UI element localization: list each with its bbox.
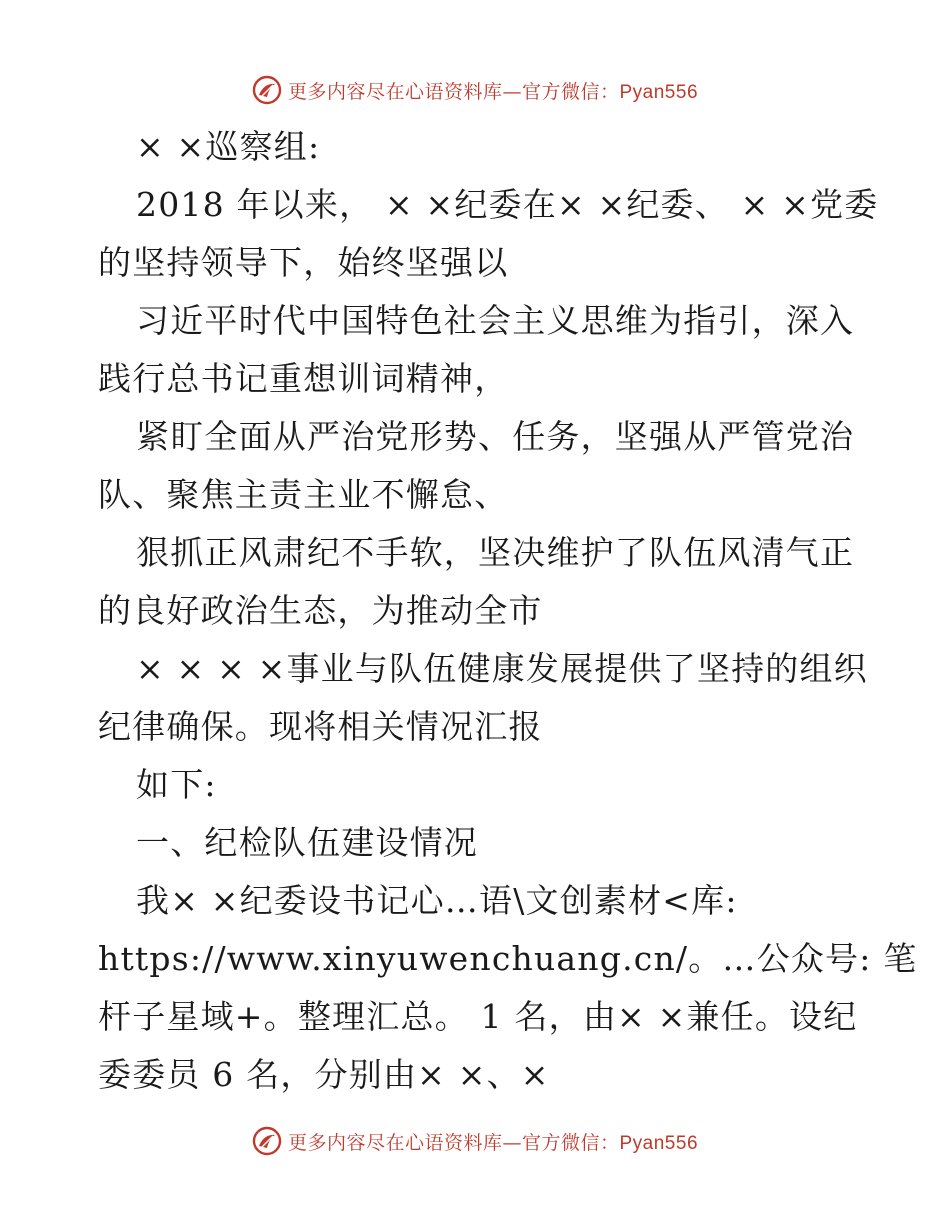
doc-line: 队、聚焦主责主业不懈怠、 (98, 475, 509, 514)
header-banner-text (288, 77, 698, 104)
doc-line: 的坚持领导下，始终坚强以 (98, 243, 509, 282)
doc-line: 习近平时代中国特色社会主义思维为指引，深入 (136, 301, 855, 340)
doc-line: 2018 年以来， × ×纪委在× ×纪委、 × ×党委 (136, 185, 879, 224)
doc-line: 紧盯全面从严治党形势、任务，坚强从严管党治 (136, 417, 855, 456)
doc-line: 纪律确保。现将相关情况汇报 (98, 707, 543, 746)
doc-line: 如下: (136, 765, 217, 804)
section-heading: 一、纪检队伍建设情况 (136, 823, 478, 862)
brand-logo-icon (252, 75, 282, 105)
brand-logo-icon (252, 1126, 282, 1156)
footer-banner-account: Pyan556 (619, 1132, 699, 1154)
doc-line: 我× ×纪委设书记心…语\文创素材<库: (136, 881, 738, 920)
doc-line: https://www.xinyuwenchuang.cn/。…公众号: 笔 (98, 939, 918, 978)
header-banner (0, 70, 950, 110)
document-body (98, 118, 918, 1104)
doc-line: × ×巡察组: (136, 127, 321, 166)
footer-banner-label: 更多内容尽在心语资料库—官方微信： (287, 1131, 620, 1154)
doc-line: 践行总书记重想训词精神， (98, 359, 509, 398)
footer-banner (0, 1121, 950, 1161)
doc-line: 杆子星域+。整理汇总。 1 名，由× ×兼任。设纪 (98, 997, 858, 1036)
doc-line: × × × ×事业与队伍健康发展提供了坚持的组织 (136, 649, 868, 688)
header-banner-account: Pyan556 (619, 81, 699, 103)
footer-banner-text (288, 1128, 698, 1155)
doc-line: 的良好政治生态，为推动全市 (98, 591, 543, 630)
doc-line: 委委员 6 名，分别由× ×、× (98, 1055, 550, 1094)
header-banner-label: 更多内容尽在心语资料库—官方微信： (287, 80, 620, 103)
doc-line: 狠抓正风肃纪不手软，坚决维护了队伍风清气正 (136, 533, 855, 572)
